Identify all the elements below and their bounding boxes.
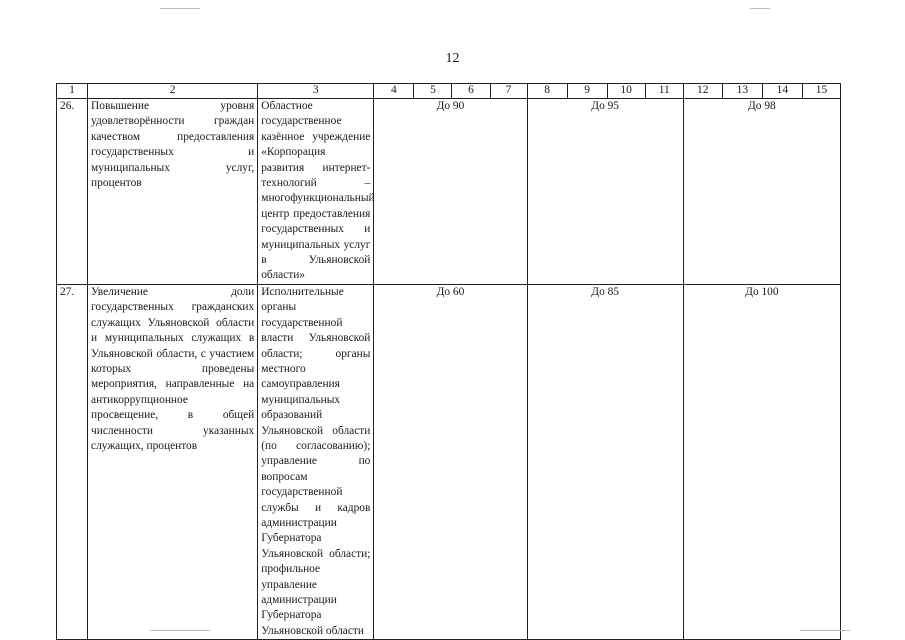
column-header: 2 xyxy=(88,84,258,99)
indicator-description: Увеличение доли государственных гражданских служащих Ульяновской области и муниципальных служащих в Ульяновской области, с участием которых проведены мероприятия, направленные на антикоррупционное просвещение, в общей численности указанных служащих, процентов xyxy=(88,284,258,639)
scan-artifact xyxy=(160,8,200,9)
scan-artifact xyxy=(150,630,210,631)
target-value: До 100 xyxy=(683,284,840,639)
column-header: 12 xyxy=(683,84,722,99)
indicators-table xyxy=(56,83,841,640)
column-header: 3 xyxy=(258,84,374,99)
responsible-executor: Областное государственное казённое учреждение «Корпорация развития интернет-технологий – многофункциональный центр предоставления государственных и муниципальных услуг в Ульяновской области» xyxy=(258,99,374,285)
scan-artifact xyxy=(800,630,850,631)
table-row xyxy=(57,99,841,285)
table-row xyxy=(57,284,841,639)
column-header: 11 xyxy=(645,84,683,99)
target-value: До 90 xyxy=(374,99,527,285)
responsible-executor: Исполнительные органы государственной власти Ульяновской области; органы местного самоуправления муниципальных образований Ульяновской области (по согласованию); управление по вопросам государственной службы и кадров администрации Губернатора Ульяновской области; профильное управление администрации Губернатора Ульяновской области xyxy=(258,284,374,639)
column-header: 6 xyxy=(452,84,490,99)
target-value: До 60 xyxy=(374,284,527,639)
row-number: 27. xyxy=(57,284,88,639)
column-header: 10 xyxy=(607,84,645,99)
column-header: 5 xyxy=(414,84,452,99)
column-header: 1 xyxy=(57,84,88,99)
indicator-description: Повышение уровня удовлетворённости граждан качеством предоставления государственных и муниципальных услуг, процентов xyxy=(88,99,258,285)
scan-artifact xyxy=(750,8,770,9)
column-header: 15 xyxy=(802,84,840,99)
column-header: 8 xyxy=(527,84,567,99)
target-value: До 98 xyxy=(683,99,840,285)
column-number-header-row xyxy=(57,84,841,99)
column-header: 7 xyxy=(490,84,527,99)
column-header: 9 xyxy=(567,84,607,99)
column-header: 13 xyxy=(722,84,762,99)
row-number: 26. xyxy=(57,99,88,285)
target-value: До 85 xyxy=(527,284,683,639)
column-header: 14 xyxy=(762,84,802,99)
target-value: До 95 xyxy=(527,99,683,285)
page-number: 12 xyxy=(445,51,460,66)
column-header: 4 xyxy=(374,84,414,99)
